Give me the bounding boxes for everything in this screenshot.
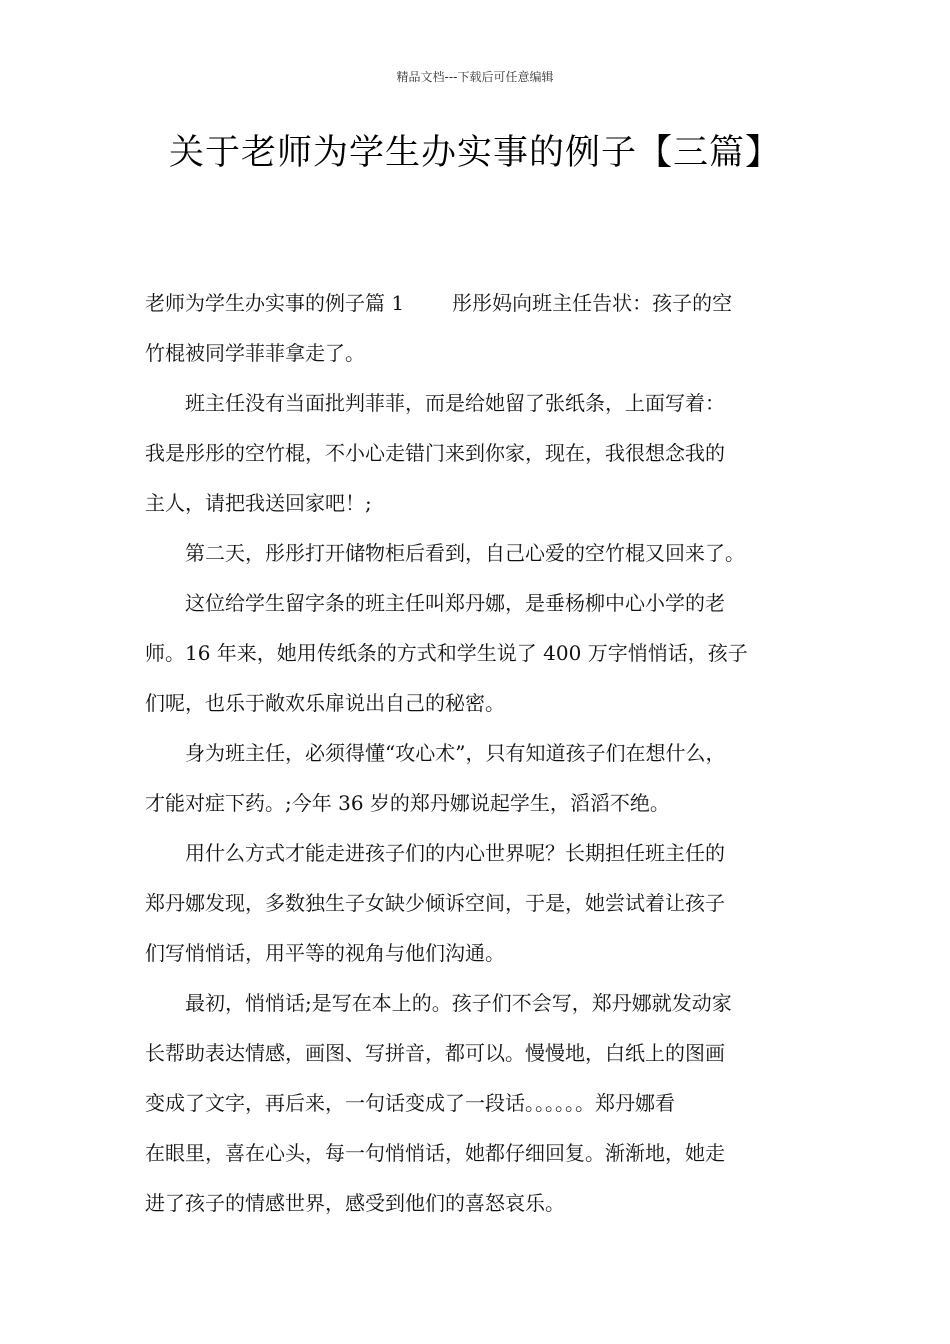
text-line: 师。16 年来，她用传纸条的方式和学生说了 400 万字悄悄话，孩子 — [145, 641, 748, 665]
paragraph — [145, 828, 815, 878]
paragraph-continued — [145, 428, 815, 528]
text-line: 用什么方式才能走进孩子们的内心世界呢？长期担任班主任的 — [185, 841, 725, 865]
text-line: 班主任没有当面批判菲菲，而是给她留了张纸条，上面写着： — [185, 391, 725, 415]
text-line: 这位给学生留字条的班主任叫郑丹娜，是垂杨柳中心小学的老 — [185, 591, 725, 615]
text-line: 竹棍被同学菲菲拿走了。 — [145, 341, 365, 365]
text-line: 变成了文字，再后来，一句话变成了一段话。。。。。。郑丹娜看 — [145, 1091, 675, 1115]
paragraph-continued — [145, 878, 815, 978]
paragraph-intro — [145, 278, 815, 378]
paragraph — [145, 378, 815, 428]
text-line — [145, 278, 815, 328]
text-line: 们呢，也乐于敞欢乐扉说出自己的秘密。 — [145, 691, 505, 715]
text-segment: 彤彤妈向班主任告状：孩子的空 — [452, 291, 733, 315]
text-line: 才能对症下药。;今年 36 岁的郑丹娜说起学生，滔滔不绝。 — [145, 791, 670, 815]
document-title: 关于老师为学生办实事的例子【三篇】 — [168, 133, 781, 173]
section-label: 老师为学生办实事的例子篇 1 — [145, 291, 405, 315]
header-note: 精品文档---下载后可任意编辑 — [396, 70, 554, 84]
text-line: 进了孩子的情感世界，感受到他们的喜怒哀乐。 — [145, 1191, 565, 1215]
text-line: 第二天，彤彤打开储物柜后看到，自己心爱的空竹棍又回来了。 — [185, 541, 745, 565]
document-body — [145, 278, 815, 1228]
paragraph — [145, 578, 815, 628]
text-line: 们写悄悄话，用平等的视角与他们沟通。 — [145, 941, 505, 965]
text-line: 主人，请把我送回家吧！; — [145, 491, 372, 515]
text-line: 在眼里，喜在心头，每一句悄悄话，她都仔细回复。渐渐地，她走 — [145, 1141, 725, 1165]
text-line: 身为班主任，必须得懂“攻心术”，只有知道孩子们在想什么， — [185, 741, 726, 765]
text-line: 长帮助表达情感，画图、写拼音，都可以。慢慢地，白纸上的图画 — [145, 1041, 725, 1065]
paragraph-continued — [145, 1028, 815, 1228]
text-line: 郑丹娜发现，多数独生子女缺少倾诉空间，于是，她尝试着让孩子 — [145, 891, 725, 915]
text-line: 我是彤彤的空竹棍，不小心走错门来到你家，现在，我很想念我的 — [145, 441, 725, 465]
paragraph — [145, 728, 815, 778]
paragraph — [145, 978, 815, 1028]
paragraph-continued — [145, 778, 815, 828]
text-line: 最初，悄悄话;是写在本上的。孩子们不会写，郑丹娜就发动家 — [185, 991, 732, 1015]
paragraph-continued — [145, 628, 815, 728]
paragraph — [145, 528, 815, 578]
